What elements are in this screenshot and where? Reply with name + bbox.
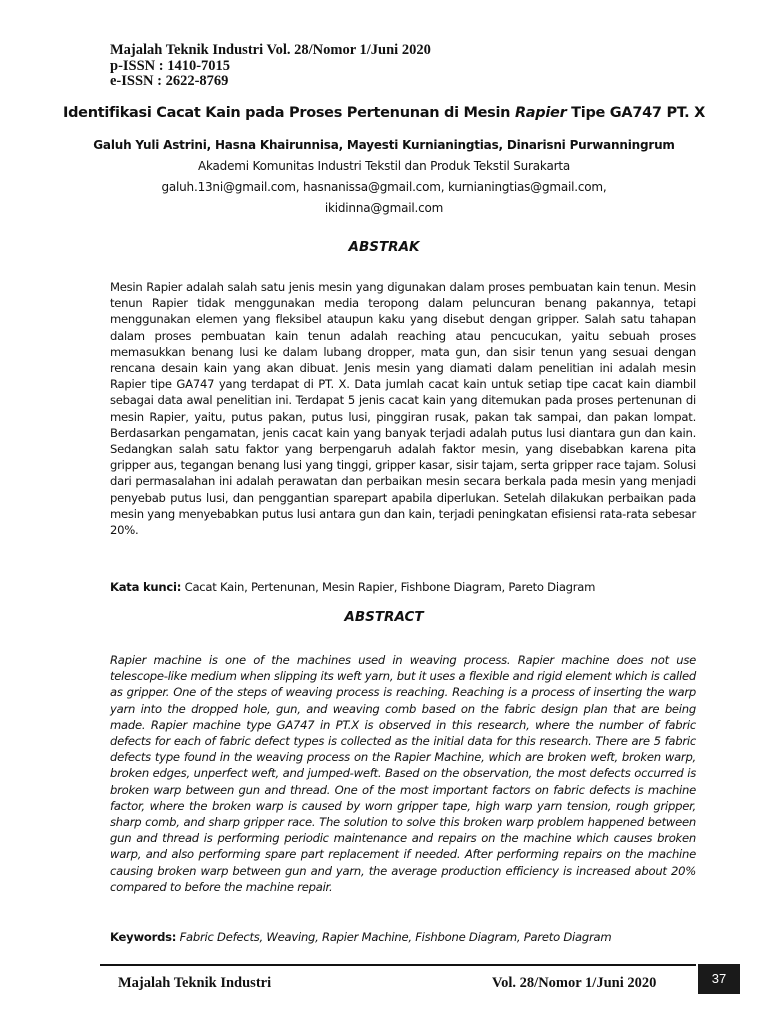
page-number: 37 — [698, 964, 740, 994]
authors: Galuh Yuli Astrini, Hasna Khairunnisa, Mayesti Kurnianingtias, Dinarisni Purwanningrum — [93, 138, 675, 152]
keywords-label: Keywords: — [110, 930, 177, 944]
abstract-heading: ABSTRACT — [344, 609, 424, 625]
footer-volume: Vol. 28/Nomor 1/Juni 2020 — [492, 975, 657, 991]
p-issn: p-ISSN : 1410-7015 — [110, 57, 231, 74]
kata-kunci — [110, 579, 696, 595]
title-part2: Tipe GA747 PT. X — [566, 105, 705, 121]
abstract-body: Rapier machine is one of the machines used in weaving process. Rapier machine does not use telescope-like medium when slipping its weft yarn, but it uses a flexible and rigid element which is called as gripper. One of the steps of weaving process is reaching. Reaching is a process of inserting the warp yarn into the dropped hole, gun, and weaving comb based on the fabric design plan that are being made. Rapier machine type GA747 in PT.X is observed in this research, where the number of fabric defects for each of fabric defect types is collected as the initial data for this research. There are 5 fabric defects type found in the weaving process on the Rapier Machine, which are broken weft, broken warp, broken edges, unperfect weft, and jumped-weft. Based on the observation, the most defects occurred is broken warp between gun and thread. One of the most important factors on fabric defects is machine factor, where the broken warp is caused by worn gripper tape, high warp yarn tension, rough gripper, sharp comb, and sharp gripper race. The solution to solve this broken warp problem happened between gun and thread is performing periodic maintenance and repairs on the machine which causes broken warp, and also performing spare part replacement if needed. After performing repairs on the machine causing broken warp between gun and yarn, the average production efficiency is increased about 20% compared to before the machine repair. — [110, 653, 696, 894]
author-emails: galuh.13ni@gmail.com, hasnanissa@gmail.com, kurnianingtias@gmail.com, ikidinna@gmail.com — [161, 180, 607, 215]
keywords-values: Fabric Defects, Weaving, Rapier Machine, Fishbone Diagram, Pareto Diagram — [176, 930, 612, 944]
footer-rule — [100, 964, 696, 966]
e-issn: e-ISSN : 2622-8769 — [110, 73, 229, 89]
affiliation: Akademi Komunitas Industri Tekstil dan Produk Tekstil Surakarta — [197, 159, 571, 173]
kata-kunci-values: Cacat Kain, Pertenunan, Mesin Rapier, Fishbone Diagram, Pareto Diagram — [181, 580, 596, 594]
abstrak-heading: ABSTRAK — [348, 239, 420, 255]
journal-line: Majalah Teknik Industri Vol. 28/Nomor 1/Juni 2020 — [110, 42, 431, 58]
keywords — [110, 929, 696, 945]
kata-kunci-label: Kata kunci: — [110, 580, 182, 594]
abstrak-body: Mesin Rapier adalah salah satu jenis mesin yang digunakan dalam proses pembuatan kain tenun. Mesin tenun Rapier tidak menggunakan media teropong dalam peluncuran benang pakannya, tetapi menggunakan elemen yang fleksibel ataupun kaku yang disebut dengan gripper. Salah satu tahapan dalam proses pembuatan kain tenun adalah reaching atau pencucukan, yaitu sebuah proses memasukkan benang lusi ke dalam lubang dropper, mata gun, dan sisir tenun yang sesuai dengan rencana desain kain yang akan dibuat. Jenis mesin yang diamati dalam penelitian ini adalah mesin Rapier tipe GA747 yang terdapat di PT. X. Data jumlah cacat kain untuk setiap tipe cacat kain diambil sebagai data awal penelitian ini. Terdapat 5 jenis cacat kain yang ditemukan pada proses pertenunan di mesin Rapier, yaitu, putus pakan, putus lusi, pinggiran rusak, pakan tak sampai, dan pakan lompat. Berdasarkan pengamatan, jenis cacat kain yang banyak terjadi adalah putus lusi diantara gun dan kain. Sedangkan salah satu faktor yang berpengaruh adalah faktor mesin, yang disebabkan karena pita gripper aus, tegangan benang lusi yang tinggi, gripper kasar, sisir tajam, serta gripper race tajam. Solusi dari permasalahan ini adalah perawatan dan perbaikan mesin secara berkala pada mesin yang menjadi penyebab putus lusi, dan penggantian sparepart apabila diperlukan. Setelah dilakukan perbaikan pada mesin yang menyebabkan putus lusi antara gun dan kain, terjadi peningkatan efisiensi rata-rata sebesar 20%. — [110, 280, 696, 538]
title-italic: Rapier — [514, 105, 567, 121]
title-part1: Identifikasi Cacat Kain pada Proses Pertenunan di Mesin — [63, 105, 515, 121]
paper-title — [60, 103, 708, 123]
journal-header — [110, 43, 530, 90]
footer-journal: Majalah Teknik Industri — [118, 975, 272, 991]
